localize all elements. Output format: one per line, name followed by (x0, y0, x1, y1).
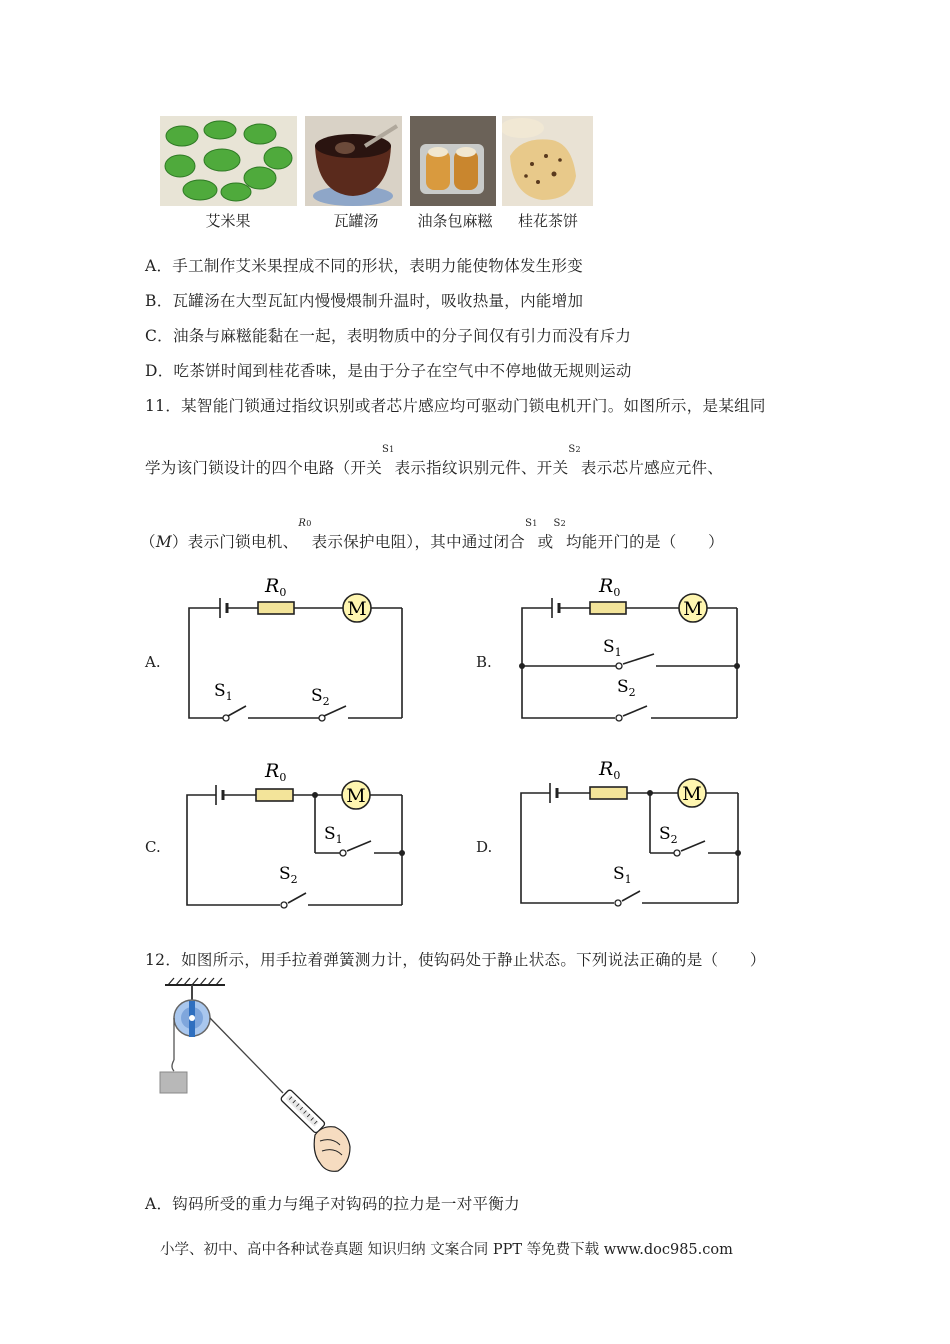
circuit-d-label: D. (476, 838, 493, 856)
circuit-a (180, 570, 410, 725)
switch-pivot (674, 850, 680, 856)
s2-label: $S_2$ (279, 864, 298, 886)
s1-label: $S_1$ (324, 824, 343, 846)
s1-label: $S_1$ (613, 864, 632, 886)
switch-pivot (340, 850, 346, 856)
motor-symbol: M (155, 533, 172, 551)
q10-option-c: C．油条与麻糍能黏在一起，表明物质中的分子间仅有引力而没有斥力 (145, 327, 632, 345)
junction-dot (399, 850, 405, 856)
caption-waguantang: 瓦罐汤 (333, 212, 379, 230)
youtiao-illustration (410, 116, 496, 206)
switch-pivot (615, 900, 621, 906)
q11-stem-line2 (145, 444, 724, 478)
q11-stem-line1: 11．某智能门锁通过指纹识别或者芯片感应均可驱动门锁电机开门。如图所示，是某组同 (145, 397, 766, 415)
q11-text: 表示指纹识别元件、开关 (394, 459, 569, 477)
q10-option-d: D．吃茶饼时闻到桂花香味，是由于分子在空气中不停地做无规则运动 (145, 362, 632, 380)
r0-label: $R_0$ (599, 758, 621, 782)
junction-dot (647, 790, 653, 796)
s2-symbol: S2 (553, 518, 566, 529)
s1-symbol: S1 (525, 518, 538, 529)
guihua-illustration (502, 116, 593, 206)
q10-option-b: B．瓦罐汤在大型瓦缸内慢慢煨制升温时，吸收热量，内能增加 (145, 292, 584, 310)
resistor-r0 (256, 789, 293, 801)
food-photo-guihua (502, 116, 593, 206)
motor-label: M (682, 783, 702, 805)
circuit-c (180, 755, 410, 915)
switch-pivot (319, 715, 325, 721)
circuit-b (515, 570, 745, 725)
r0-label: $R_0$ (599, 575, 621, 599)
caption-aimiguo: 艾米果 (205, 212, 251, 230)
page-footer: 小学、初中、高中各种试卷真题 知识归纳 文案合同 PPT 等免费下载 www.doc985.com (160, 1242, 733, 1258)
motor-label: M (683, 598, 703, 620)
pulley-spring-scale-figure (150, 975, 370, 1175)
s1-label: $S_1$ (214, 681, 233, 703)
q11-text: 表示芯片感应元件、 (580, 459, 724, 477)
motor-label: M (346, 785, 366, 807)
switch-pivot (223, 715, 229, 721)
s2-label: $S_2$ (617, 677, 636, 699)
resistor-r0 (590, 602, 626, 614)
food-photo-waguantang (305, 116, 402, 206)
waguantang-illustration (305, 116, 402, 206)
s1-label: $S_1$ (603, 637, 622, 659)
s2-label: $S_2$ (311, 686, 330, 708)
food-photo-aimiguo (160, 116, 297, 206)
junction-dot (519, 663, 525, 669)
resistor-r0 (590, 787, 627, 799)
q12-option-a: A．钩码所受的重力与绳子对钩码的拉力是一对平衡力 (145, 1195, 520, 1213)
motor-label: M (347, 598, 367, 620)
circuit-d (514, 755, 744, 915)
junction-dot (312, 792, 318, 798)
caption-guihua: 桂花茶饼 (517, 212, 578, 230)
r0-label: $R_0$ (265, 760, 287, 784)
ceiling-hatch (168, 978, 222, 985)
q11-text: 学为该门锁设计的四个电路（开关 (145, 459, 383, 477)
r0-symbol: R0 (298, 518, 312, 529)
hook-weight (160, 1072, 187, 1093)
q12-stem: 12．如图所示，用手拉着弹簧测力计，使钩码处于静止状态。下列说法正确的是（ ） (145, 951, 766, 969)
food-photo-youtiao (410, 116, 496, 206)
switch-pivot (616, 663, 622, 669)
switch-pivot (616, 715, 622, 721)
s2-label: $S_2$ (659, 824, 678, 846)
s1-symbol: S1 (382, 444, 395, 455)
q10-option-a: A．手工制作艾米果捏成不同的形状，表明力能使物体发生形变 (145, 257, 584, 275)
resistor-r0 (258, 602, 294, 614)
switch-pivot (281, 902, 287, 908)
q11-stem-line3: （M）表示门锁电机、$^{R0}$表示保护电阻），其中通过闭合$^{S1}$或$^{S2}$均能开门的是（ ） (140, 518, 724, 551)
spring-scale (280, 1089, 326, 1134)
circuit-b-label: B. (476, 653, 492, 671)
aimiguo-illustration (160, 116, 297, 206)
hand-icon (314, 1127, 350, 1172)
r0-label: $R_0$ (265, 575, 287, 599)
junction-dot (734, 663, 740, 669)
s2-symbol: S2 (568, 444, 581, 455)
circuit-a-label: A. (145, 653, 161, 671)
circuit-c-label: C. (145, 838, 161, 856)
caption-youtiao: 油条包麻糍 (417, 212, 493, 230)
junction-dot (735, 850, 741, 856)
